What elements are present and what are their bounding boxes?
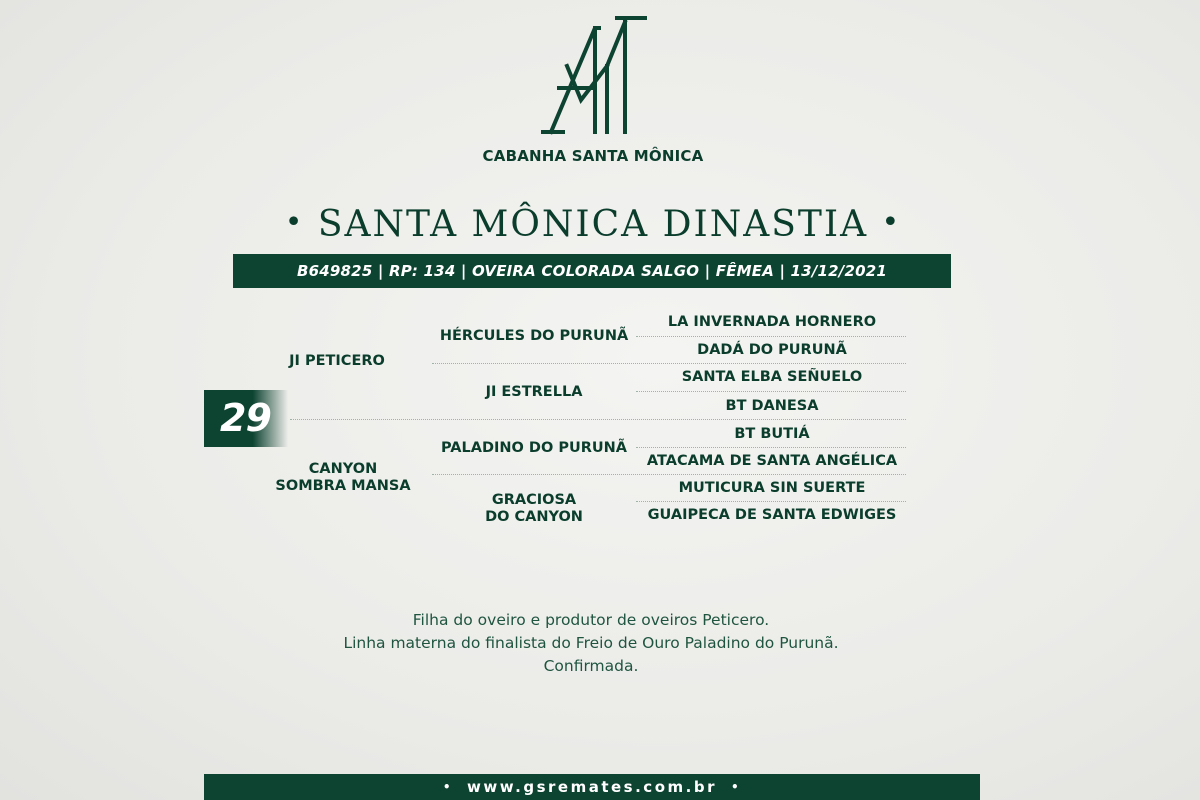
dot-bullet-icon: • bbox=[284, 205, 305, 240]
pedigree-ggp: ATACAMA DE SANTA ANGÉLICA bbox=[646, 453, 898, 469]
pedigree-sire: JI PETICERO bbox=[289, 353, 385, 369]
pedigree-divider bbox=[432, 474, 906, 475]
dot-bullet-icon: • bbox=[442, 780, 454, 794]
pedigree-ggp: DADÁ DO PURUNÃ bbox=[697, 342, 847, 358]
dot-bullet-icon: • bbox=[881, 205, 902, 240]
pedigree-dam-line1: CANYON bbox=[308, 461, 378, 477]
pedigree-divider bbox=[290, 419, 906, 420]
pedigree-dam bbox=[262, 461, 424, 495]
horse-name: SANTA MÔNICA DINASTIA bbox=[317, 204, 869, 245]
pedigree-ggp: GUAIPECA DE SANTA EDWIGES bbox=[647, 507, 897, 523]
horse-description bbox=[0, 609, 1182, 678]
pedigree-sire-dam: JI ESTRELLA bbox=[485, 384, 583, 400]
description-line: Linha materna do finalista do Freio de Ouro Paladino do Purunã. bbox=[343, 634, 839, 652]
description-line: Confirmada. bbox=[543, 657, 639, 675]
pedigree-dam-line2: SOMBRA MANSA bbox=[275, 478, 411, 494]
brand-name: CABANHA SANTA MÔNICA bbox=[482, 147, 704, 165]
pedigree-divider bbox=[636, 391, 906, 392]
pedigree-ggp: MUTICURA SIN SUERTE bbox=[678, 480, 866, 496]
horse-name-title bbox=[0, 204, 1186, 245]
pedigree-divider bbox=[636, 447, 906, 448]
pedigree-ggp: BT DANESA bbox=[725, 398, 819, 414]
horse-info-line: B649825 | RP: 134 | OVEIRA COLORADA SALGO | FÊMEA | 13/12/2021 bbox=[297, 262, 887, 280]
pedigree-divider bbox=[636, 336, 906, 337]
pedigree-dam-dam-line1: GRACIOSA bbox=[491, 492, 577, 508]
horse-info-bar bbox=[233, 254, 951, 288]
footer-bar bbox=[204, 774, 980, 800]
pedigree-divider bbox=[636, 501, 906, 502]
pedigree-dam-dam bbox=[432, 492, 636, 526]
pedigree-ggp: SANTA ELBA SEÑUELO bbox=[681, 369, 863, 385]
pedigree-dam-sire: PALADINO DO PURUNÃ bbox=[440, 440, 628, 456]
pedigree-ggp: BT BUTIÁ bbox=[734, 426, 810, 442]
dot-bullet-icon: • bbox=[730, 780, 742, 794]
lot-number-badge bbox=[204, 390, 288, 447]
description-line: Filha do oveiro e produtor de oveiros Peticero. bbox=[412, 611, 770, 629]
pedigree-dam-dam-line2: DO CANYON bbox=[485, 509, 583, 525]
lot-number: 29 bbox=[220, 396, 271, 440]
pedigree-ggp: LA INVERNADA HORNERO bbox=[667, 314, 877, 330]
pedigree-sire-sire: HÉRCULES DO PURUNÃ bbox=[439, 328, 629, 344]
pedigree-divider bbox=[432, 363, 906, 364]
footer-url-link[interactable]: www.gsremates.com.br bbox=[467, 778, 717, 796]
am-monogram-logo bbox=[537, 14, 647, 140]
